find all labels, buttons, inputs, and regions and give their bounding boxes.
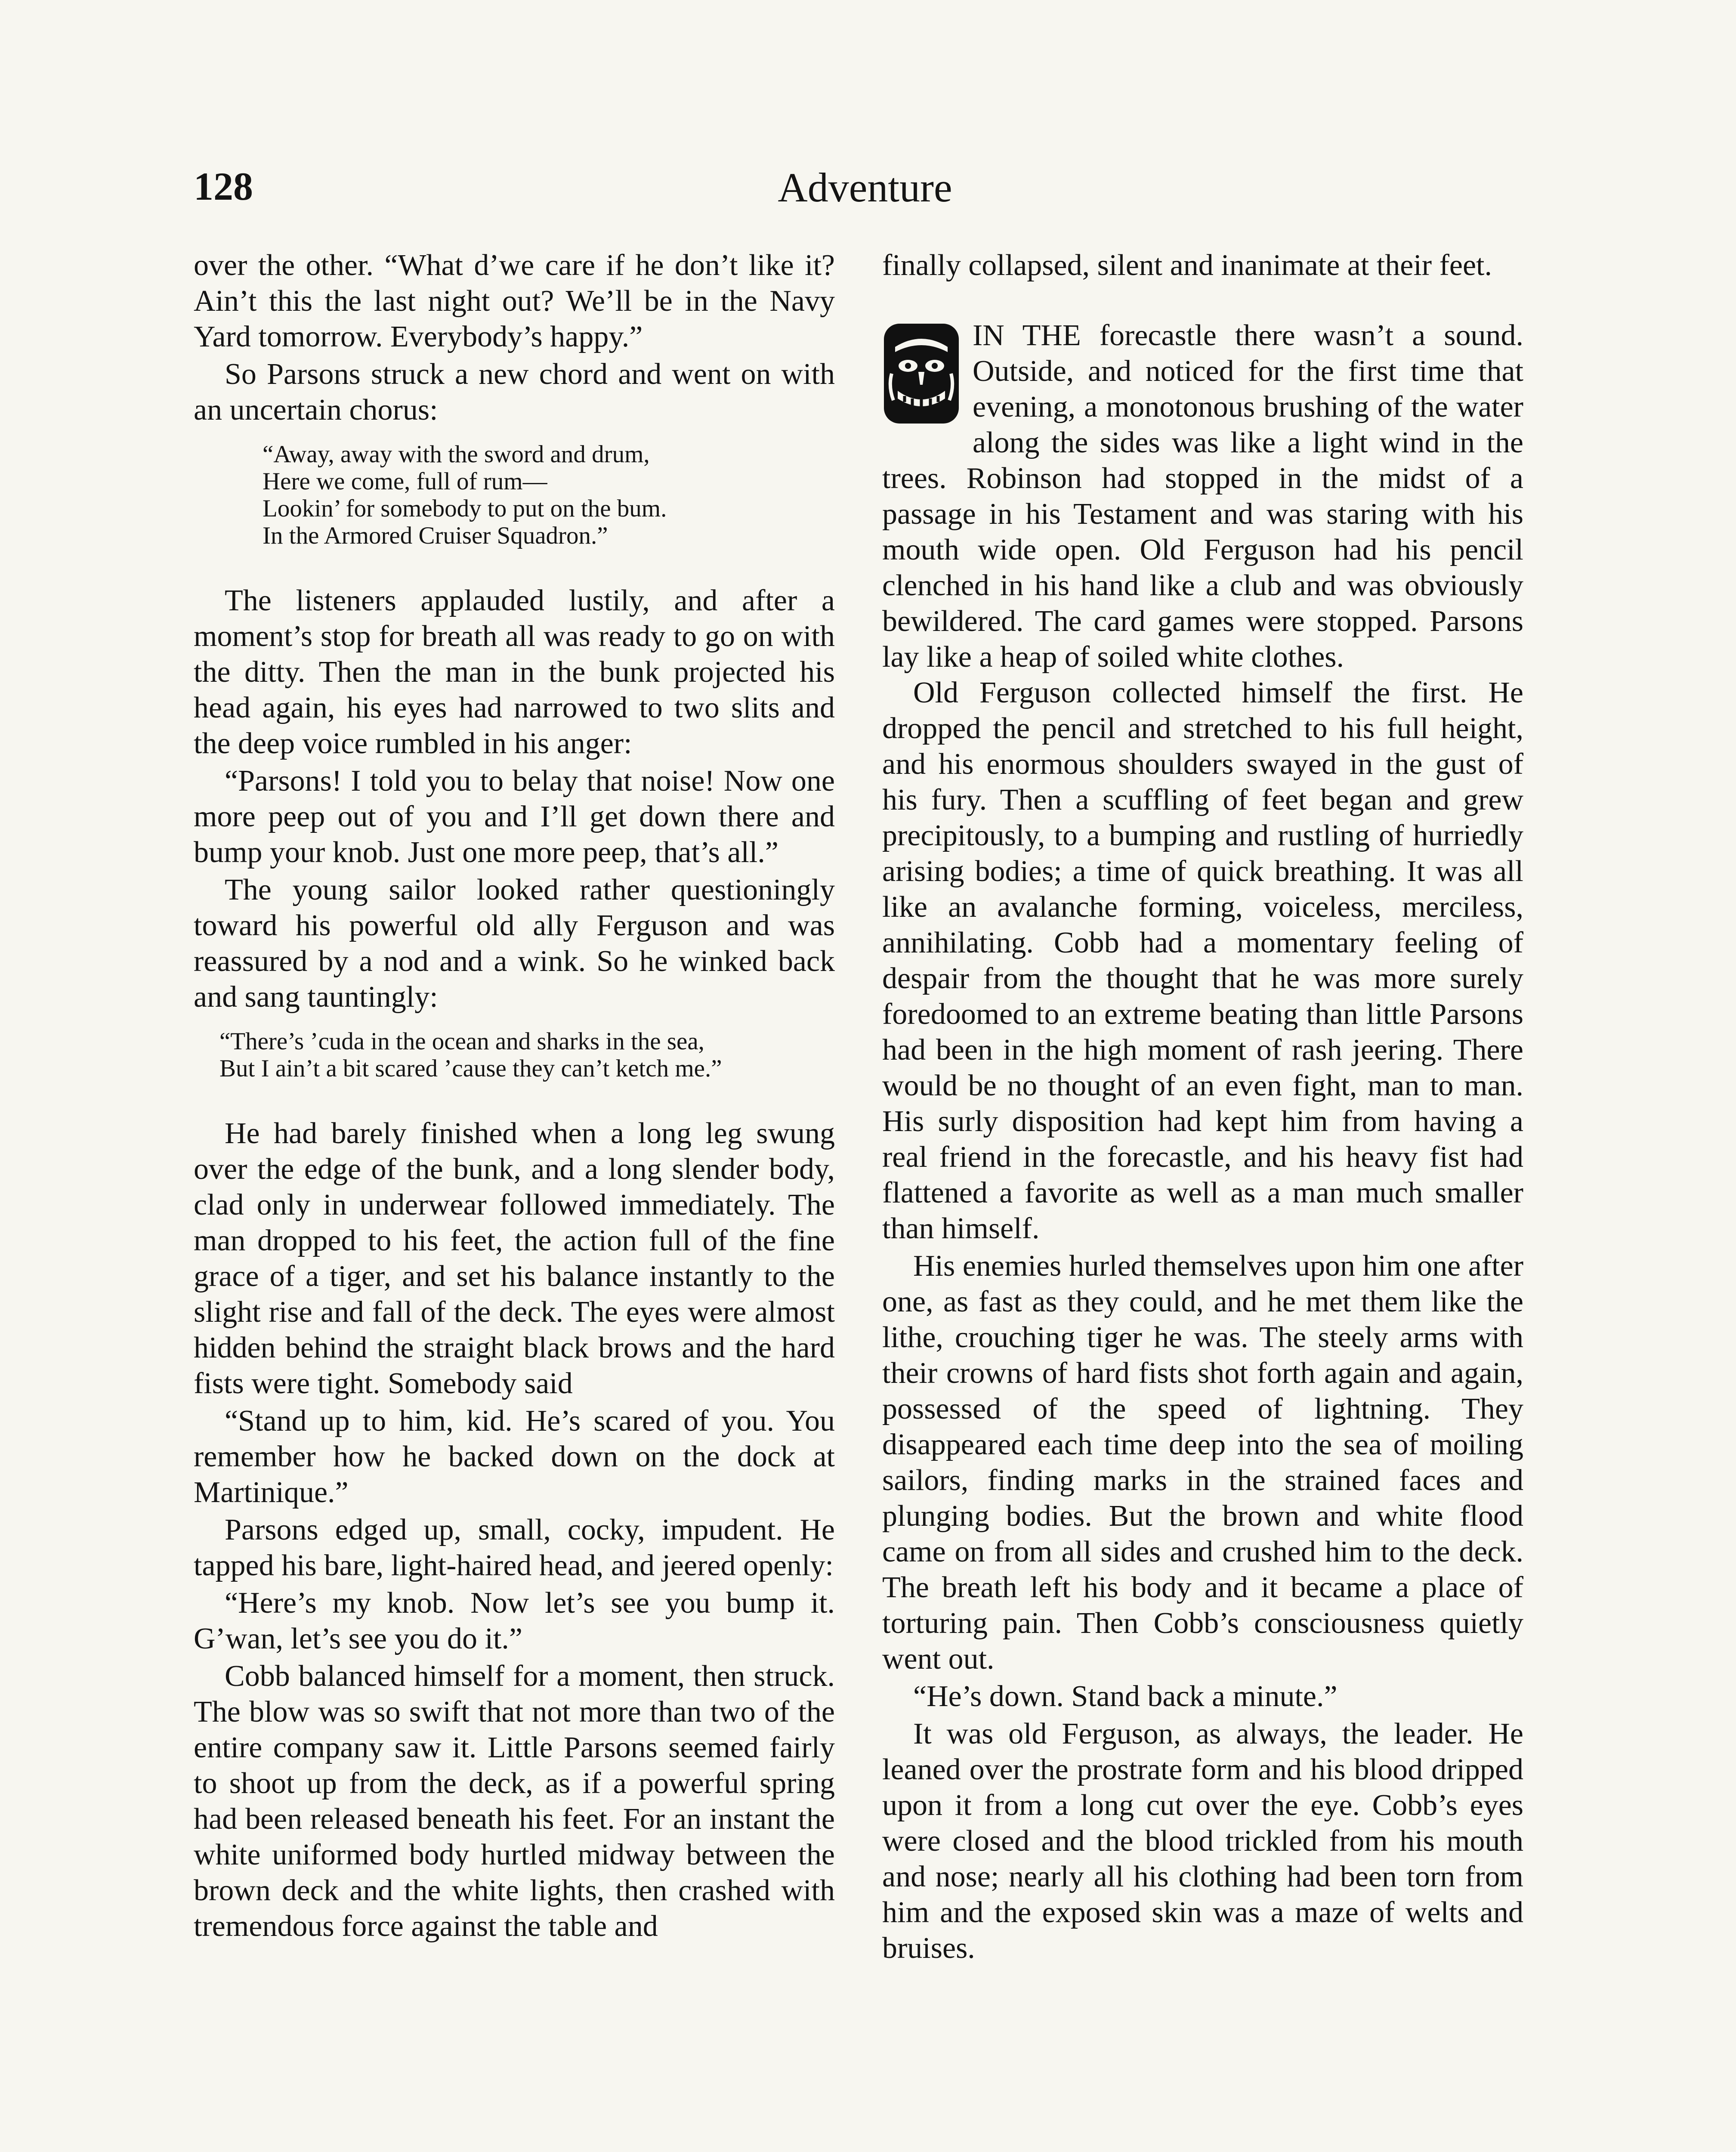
song-verse <box>194 441 835 549</box>
page-number: 128 <box>194 164 253 208</box>
paragraph: Parsons edged up, small, cocky, impudent. He tapped his bare, light-haired head, and jeered openly: <box>194 1513 835 1582</box>
paragraph: The young sailor looked rather questioningly toward his powerful old ally Ferguson and was reassured by a nod and a wink. So he winked back and sang tauntingly: <box>194 873 835 1014</box>
paragraph: IN THE forecastle there wasn’t a sound. Outside, and noticed for the first time that evening, a monotonous brushing of the water along the sides was like a light wind in the trees. Robinson had stopped in the midst of a passage in his Testament and was staring with his mouth wide open. Old Ferguson had his pencil clenched in his hand like a club and was obviously bewildered. The card games were stopped. Parsons lay like a heap of soiled white clothes. <box>882 319 1523 674</box>
verse-line: But I ain’t a bit scared ’cause they can’t ketch me.” <box>219 1055 722 1082</box>
verse-line: “Away, away with the sword and drum, <box>263 441 650 468</box>
paragraph: The listeners applauded lustily, and after a moment’s stop for breath all was ready to go on with the ditty. Then the man in the bunk projected his head again, his eyes had narrowed to two slits and the deep voice rumbled in his anger: <box>194 584 835 760</box>
left-column <box>194 247 835 1946</box>
verse-line: “There’s ’cuda in the ocean and sharks in the sea, <box>219 1028 704 1055</box>
verse-line: Here we come, full of rum— <box>263 468 547 495</box>
paragraph: over the other. “What d’we care if he don’t like it? Ain’t this the last night out? We’ll be in the Navy Yard tomorrow. Everybody’s happy.” <box>194 249 835 353</box>
paragraph: “He’s down. Stand back a minute.” <box>913 1680 1338 1713</box>
paragraph: finally collapsed, silent and inanimate at their feet. <box>882 249 1492 282</box>
page-header <box>194 164 1536 220</box>
woodcut-face-ornament-icon <box>882 322 961 425</box>
verse-line: Lookin’ for somebody to put on the bum. <box>263 495 667 522</box>
song-verse <box>194 1028 835 1082</box>
paragraph: He had barely finished when a long leg swung over the edge of the bunk, and a long slender body, clad only in underwear followed immediately. The man dropped to his feet, the action full of the fine grace of a tiger, and set his balance instantly to the slight rise and fall of the deck. The eyes were almost hidden behind the straight black brows and the hard fists were tight. Somebody said <box>194 1117 835 1400</box>
paragraph: “Here’s my knob. Now let’s see you bump it. G’wan, let’s see you do it.” <box>194 1586 835 1655</box>
running-title: Adventure <box>778 164 952 210</box>
section-opening <box>882 318 1523 675</box>
paragraph: “Stand up to him, kid. He’s scared of you. You remember how he backed down on the dock at Martinique.” <box>194 1404 835 1509</box>
verse-line: In the Armored Cruiser Squadron.” <box>263 522 608 549</box>
paragraph: His enemies hurled themselves upon him one after one, as fast as they could, and he met them like the lithe, crouching tiger he was. The steely arms with their crowns of hard fists shot forth again and again, possessed of the speed of lightning. They disappeared each time deep into the sea of moiling sailors, finding marks in the strained faces and plunging bodies. But the brown and white flood came on from all sides and crushed him to the deck. The breath left his body and it became a place of torturing pain. Then Cobb’s consciousness quietly went out. <box>882 1249 1523 1676</box>
paragraph: So Parsons struck a new chord and went on with an uncertain chorus: <box>194 358 835 427</box>
paragraph: It was old Ferguson, as always, the leader. He leaned over the prostrate form and his blood dripped upon it from a long cut over the eye. Cobb’s eyes were closed and the blood trickled from his mouth and nose; nearly all his clothing had been torn from him and the exposed skin was a maze of welts and bruises. <box>882 1717 1523 1965</box>
paragraph: Old Ferguson collected himself the first. He dropped the pencil and stretched to his full height, and his enormous shoulders swayed in the gust of his fury. Then a scuffling of feet began and grew precipitously, to a bumping and rustling of hurriedly arising bodies; a time of quick breathing. It was all like an avalanche forming, voiceless, merciless, annihilating. Cobb had a momentary feeling of despair from the thought that he was more surely foredoomed to an extreme beating than little Parsons had been in the high moment of rash jeering. There would be no thought of an even fight, man to man. His surly disposition had kept him from having a real friend in the forecastle, and his heavy fist had flattened a favorite as well as a man much smaller than himself. <box>882 676 1523 1245</box>
right-column <box>882 247 1523 1968</box>
paragraph: “Parsons! I told you to belay that noise! Now one more peep out of you and I’ll get down there and bump your knob. Just one more peep, that’s all.” <box>194 764 835 869</box>
paragraph: Cobb balanced himself for a moment, then struck. The blow was so swift that not more than two of the entire company saw it. Little Parsons seemed fairly to shoot up from the deck, as if a powerful spring had been released beneath his feet. For an instant the white uniformed body hurtled midway between the brown deck and the white lights, then crashed with tremendous force against the table and <box>194 1660 835 1943</box>
